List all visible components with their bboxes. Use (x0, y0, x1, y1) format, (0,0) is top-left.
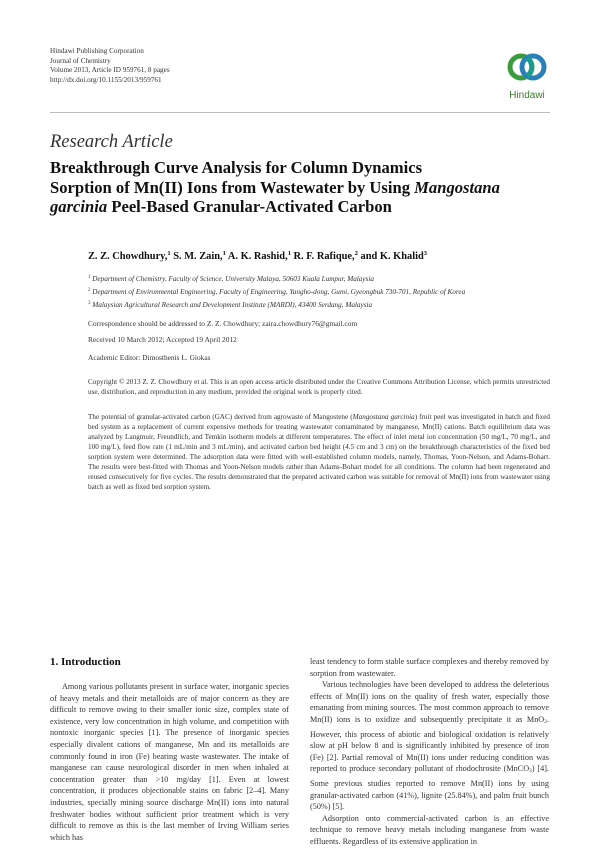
author-list (88, 250, 427, 262)
body-text: Various technologies have been developed to address the deleterious effects of Mn(II) ions on the quality of fresh water, especially those emanating from mining sources. The most common approach to remove Mn(II) ions is to oxidize and subsequently precipitate it as MnO (310, 680, 549, 724)
title-species-epithet: garcinia (50, 197, 108, 217)
publisher-name: Hindawi Publishing Corporation (50, 47, 144, 55)
author-affiliation-mark: 1 (287, 250, 291, 257)
affiliation-text: Malaysian Agricultural Research and Development Institute (MARDI), 43400 Serdang, Malaysia (92, 301, 373, 310)
subscript: 3 (529, 768, 532, 775)
doi-link[interactable]: http://dx.doi.org/10.1155/2013/959761 (50, 75, 162, 84)
affiliation-item (88, 272, 465, 285)
affiliation-mark: 1 (88, 275, 91, 280)
body-paragraph: Among various pollutants present in surface water, inorganic species of heavy metals and their metalloids are of major concern as they are difficult to remove owing to their smaller ionic size, complex state of existence, very low concentration in high volume, and competition with nontoxic inorganic species [1]. The presence of inorganic species especially divalent cations of manganese, Mn and its metalloids are commonly found in iron (Fe) bearing waste wastewater. The intake of manganese can cause neurological disorder in men when inhaled at concentration greater than >10 mg/day [1]. Even at lowest concentration, it produces objectionable stains on fabric [2–4]. Many industries, specially mining source discharge Mn(II) ions into natural freshwater bodies without sufficient prior treatment which is very difficult to remove as this is the last member of Irving William series which has (50, 682, 289, 842)
volume-info: Volume 2013, Article ID 959761, 8 pages (50, 66, 170, 75)
hindawi-logo-icon (503, 50, 551, 90)
abstract (88, 412, 550, 492)
author-name: and K. Khalid (360, 251, 424, 262)
affiliation-mark: 2 (88, 288, 91, 294)
journal-name: Journal of Chemistry (50, 56, 111, 65)
author-name: Z. Z. Chowdhury, (88, 251, 168, 262)
editor-line: Academic Editor: Dimosthenis L. Giokas (88, 353, 211, 362)
body-paragraph (310, 679, 549, 813)
affiliation-item (88, 285, 465, 298)
section-heading: 1. Introduction (50, 656, 121, 668)
abstract-text: ) fruit peel was investigated in batch and fixed bed system as a replacement of current expensive methods for treating wastewater contaminated by manganese, Mn(II) cations. Batch equilibrium data was analyzed by Langmuir, Freundlich, and Temkin isotherm models at different temperatures. The effect of inlet metal ion concentration (50 mg/L, 70 mg/L, and 100 mg/L), feed flow rate (1 mL/min and 3 mL/min), and activated carbon bed height (4.5 cm and 3 cm) on the breakthrough characteristics of the fixed bed sorption system were determined. The adsorption data were fitted with well-established column models, namely, Thomas, Yoon-Nelson, and Adams-Bohart. The results were best-fitted with Thomas and Yoon-Nelson models rather than Adams-Bohart model for all conditions. The column had been regenerated and reused consecutively for five cycles. The results demonstrated that the prepared activated carbon was suitable for removal of Mn(II) ions from wastewater using batch as well as fixed bed sorption system. (88, 413, 551, 491)
body-text: . However, this process of abiotic and biological oxidation is relatively slow at pH below 8 and is significantly inhibited by presence of iron (Fe) [2]. Partial removal of Mn(II) ions under reducing condition was reported to produce secondary pollutant of rhodochrosite (MnCO (310, 714, 549, 774)
copyright-notice: Copyright © 2013 Z. Z. Chowdhury et al. This is an open access article distributed under the Creative Commons Attribution License, which permits unrestricted use, distribution, and reproduction in any medium, provided the original work is properly cited. (88, 378, 550, 396)
title-line-2: Sorption of Mn(II) Ions from Wastewater by Using (50, 177, 415, 197)
author-name: R. F. Rafique, (293, 251, 355, 262)
title-line-1: Breakthrough Curve Analysis for Column Dynamics (50, 158, 423, 177)
affiliation-mark: 3 (88, 301, 91, 307)
body-text: ) [4]. Some previous studies reported to remove Mn(II) ions by using granular-activated carbon (41%), lignite (25.84%), and palm fruit bunch (50%) [5]. (310, 764, 549, 812)
correspondence-line: Correspondence should be addressed to Z. Z. Chowdhury; zaira.chowdhury76@gmail.com (88, 319, 358, 328)
body-paragraph: Adsorption onto commercial-activated carbon is an effective technique to remove heavy metals including manganese from waste effluents. Regardless of its extensive application in (310, 813, 549, 846)
hindawi-logo (503, 50, 551, 101)
title-line-3: Peel-Based Granular-Activated Carbon (107, 197, 392, 217)
affiliation-text: Department of Chemistry, Faculty of Science, University Malaya, 50603 Kuala Lumpur, Malaysia (92, 275, 374, 283)
subscript: 2 (544, 718, 547, 725)
journal-header (50, 47, 170, 85)
affiliation-list (88, 272, 465, 312)
body-column-right (310, 656, 549, 848)
hindawi-logo-word: Hindawi (509, 90, 545, 101)
abstract-text: The potential of granular-activated carbon (GAC) derived from agrowaste of Mangostene ( (88, 413, 353, 421)
header-divider (50, 112, 550, 113)
body-column-left (50, 681, 289, 843)
abstract-species: Mangostana garcinia (352, 413, 415, 421)
author-affiliation-mark: 1 (222, 250, 226, 257)
article-title (50, 158, 560, 217)
affiliation-text: Department of Environmental Engineering, Faculty of Engineering, Yangho-dong, Gumi, Gyeongbuk 730-701, Republic of Korea (92, 288, 466, 297)
body-paragraph: least tendency to form stable surface complexes and thereby removed by sorption from wastewater. (310, 657, 549, 678)
title-species-genus: Mangostana (414, 177, 500, 197)
author-name: A. K. Rashid, (227, 251, 288, 262)
author-affiliation-mark: 1 (167, 250, 171, 257)
affiliation-item (88, 298, 465, 311)
article-type: Research Article (50, 132, 173, 152)
dates-line: Received 10 March 2012; Accepted 19 April 2012 (88, 335, 237, 344)
author-name: S. M. Zain, (173, 251, 223, 262)
author-affiliation-mark: 3 (423, 250, 428, 257)
author-affiliation-mark: 2 (354, 250, 358, 257)
